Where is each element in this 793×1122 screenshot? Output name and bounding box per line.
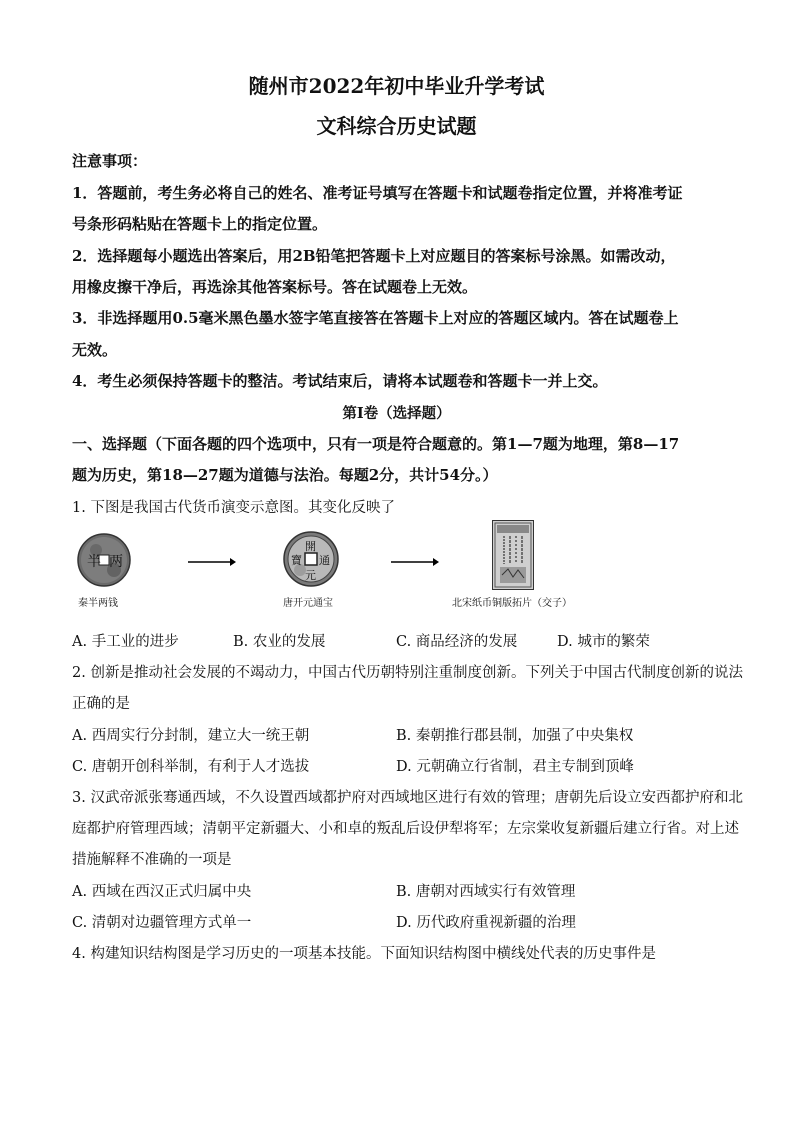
section-1-line-1: 一、选择题（下面各题的四个选项中，只有一项是符合题意的。第1—7题为地理，第8—17 [72, 435, 680, 453]
exam-title: 随州市2022年初中毕业升学考试 [248, 74, 545, 98]
caption-qin-coin: 秦半两钱 [78, 598, 118, 609]
qin-banliang-coin-image [76, 532, 132, 588]
coin-2-char-bottom: 元 [305, 569, 316, 582]
notice-item-1-line-1: 1．答题前，考生务必将自己的姓名、准考证号填写在答题卡和试题卷指定位置，并将准考证 [72, 184, 683, 202]
q3-stem-line-1: 3. 汉武帝派张骞通西域，不久设置西域都护府对西域地区进行有效的管理；唐朝先后设立安西都护府和北 [72, 790, 743, 806]
q2-option-c: C. 唐朝开创科举制，有利于人才选拔 [72, 759, 310, 775]
coin-1-char-left: 半 [87, 554, 101, 570]
q3-option-b: B. 唐朝对西域实行有效管理 [396, 884, 576, 900]
coin-1-char-right: 两 [109, 554, 123, 570]
coin-2-char-right: 通 [319, 554, 330, 567]
caption-tang-coin: 唐开元通宝 [283, 598, 333, 609]
notice-item-4: 4．考生必须保持答题卡的整洁。考试结束后，请将本试题卷和答题卡一并上交。 [72, 372, 608, 390]
q3-stem-line-2: 庭都护府管理西域；清朝平定新疆大、小和卓的叛乱后设伊犁将军；左宗棠收复新疆后建立行省。对上述 [72, 821, 739, 837]
q1-option-c: C. 商品经济的发展 [396, 634, 518, 650]
q3-option-d: D. 历代政府重视新疆的治理 [396, 915, 576, 931]
notice-heading: 注意事项： [72, 152, 148, 170]
q2-stem-line-1: 2. 创新是推动社会发展的不竭动力，中国古代历朝特别注重制度创新。下列关于中国古代制度创新的说法 [72, 665, 743, 681]
section-1-line-2: 题为历史，第18—27题为道德与法治。每题2分，共计54分。） [72, 466, 498, 484]
notice-item-3-line-1: 3．非选择题用0.5毫米黑色墨水签字笔直接答在答题卡上对应的答题区域内。答在试题卷上 [72, 309, 679, 327]
q3-option-c: C. 清朝对边疆管理方式单一 [72, 915, 252, 931]
q1-option-d: D. 城市的繁荣 [557, 634, 650, 650]
coin-2-char-left: 寶 [291, 554, 302, 567]
arrow-right-icon [188, 557, 236, 567]
q2-option-b: B. 秦朝推行郡县制，加强了中央集权 [396, 728, 634, 744]
exam-subtitle: 文科综合历史试题 [316, 114, 477, 138]
q3-stem-line-3: 措施解释不准确的一项是 [72, 852, 232, 868]
q4-stem: 4. 构建知识结构图是学习历史的一项基本技能。下面知识结构图中横线处代表的历史事件是 [72, 946, 656, 962]
q1-option-a: A. 手工业的进步 [72, 634, 179, 650]
notice-item-2-line-1: 2．选择题每小题选出答案后，用2B铅笔把答题卡上对应题目的答案标号涂黑。如需改动， [72, 247, 676, 265]
part-1-heading: 第I卷（选择题） [342, 405, 451, 422]
notice-item-3-line-2: 无效。 [72, 341, 118, 359]
q2-stem-line-2: 正确的是 [72, 696, 130, 712]
notice-item-2-line-2: 用橡皮擦干净后，再选涂其他答案标号。答在试题卷上无效。 [72, 278, 478, 296]
song-jiaozi-rubbing-image [492, 520, 534, 590]
q1-option-b: B. 农业的发展 [233, 634, 326, 650]
q2-option-d: D. 元朝确立行省制，君主专制到顶峰 [396, 759, 634, 775]
caption-song-jiaozi: 北宋纸币铜版拓片（交子） [452, 598, 572, 609]
q3-option-a: A. 西域在西汉正式归属中央 [72, 884, 252, 900]
q1-stem: 1. 下图是我国古代货币演变示意图。其变化反映了 [72, 500, 395, 516]
notice-item-1-line-2: 号条形码粘贴在答题卡上的指定位置。 [72, 215, 328, 233]
q2-option-a: A. 西周实行分封制，建立大一统王朝 [72, 728, 310, 744]
coin-2-char-top: 開 [305, 540, 316, 553]
tang-kaiyuan-coin-image [282, 530, 340, 588]
arrow-right-icon [391, 557, 439, 567]
